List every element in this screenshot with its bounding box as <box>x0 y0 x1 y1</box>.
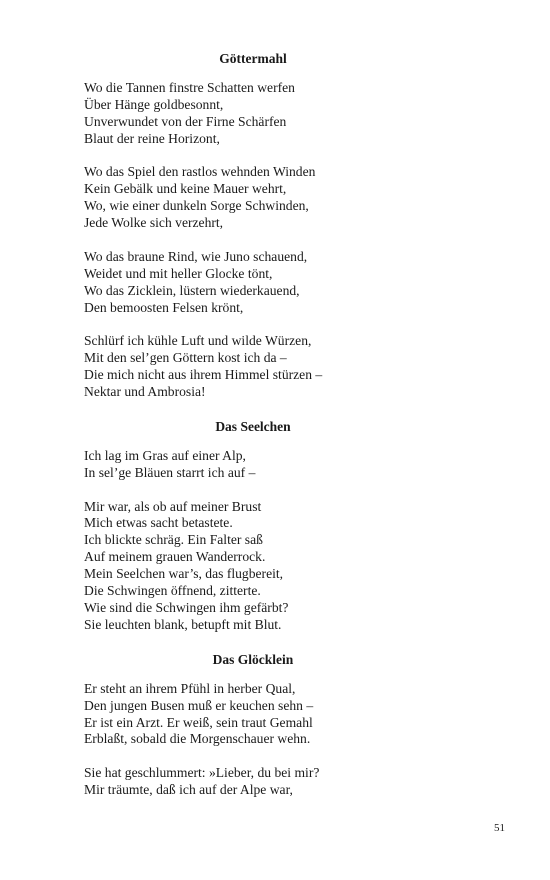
verse-line: Sie leuchten blank, betupft mit Blut. <box>84 616 282 632</box>
verse-line: Den bemoosten Felsen krönt, <box>84 299 244 315</box>
verse-line: Wo das Zicklein, lüstern wiederkauend, <box>84 282 300 298</box>
verse-line: Über Hänge goldbesonnt, <box>84 96 224 112</box>
poem <box>84 651 374 799</box>
stanza <box>84 765 374 799</box>
verse-line: Nektar und Ambrosia! <box>84 384 206 400</box>
verse-line: Sie hat geschlummert: »Lieber, du bei mir? <box>84 765 320 781</box>
verse-line: Er ist ein Arzt. Er weiß, sein traut Gemahl <box>84 714 313 730</box>
verse-line: Weidet und mit heller Glocke tönt, <box>84 265 273 281</box>
verse-line: Blaut der reine Horizont, <box>84 130 220 146</box>
verse-line: Unverwundet von der Firne Schärfen <box>84 113 287 129</box>
stanza <box>84 499 374 634</box>
verse-line: Wo das braune Rind, wie Juno schauend, <box>84 248 308 264</box>
verse-line: Mich etwas sacht betastete. <box>84 515 233 531</box>
verse-line: Jede Wolke sich verzehrt, <box>84 215 224 231</box>
stanza <box>84 448 374 482</box>
verse-line: Kein Gebälk und keine Mauer wehrt, <box>84 181 287 197</box>
verse-line: Er steht an ihrem Pfühl in herber Qual, <box>84 680 296 696</box>
verse-line: Die Schwingen öffnend, zitterte. <box>84 583 261 599</box>
verse-line: Wie sind die Schwingen ihm gefärbt? <box>84 599 289 615</box>
page-body <box>84 50 374 799</box>
verse-line: Ich blickte schräg. Ein Falter saß <box>84 532 263 548</box>
page-number: 51 <box>494 822 505 834</box>
verse-line: Auf meinem grauen Wanderrock. <box>84 549 266 565</box>
verse-line: Mein Seelchen war’s, das flugbereit, <box>84 566 284 582</box>
verse-line: Wo die Tannen finstre Schatten werfen <box>84 80 295 95</box>
stanza <box>84 80 374 148</box>
verse-line: Ich lag im Gras auf einer Alp, <box>84 447 246 463</box>
poem <box>84 418 374 634</box>
verse-line: Mir träumte, daß ich auf der Alpe war, <box>84 782 293 798</box>
verse-line: Wo, wie einer dunkeln Sorge Schwinden, <box>84 198 309 214</box>
stanza <box>84 249 374 317</box>
verse-line: Die mich nicht aus ihrem Himmel stürzen – <box>84 367 323 383</box>
verse-line: Mir war, als ob auf meiner Brust <box>84 498 262 514</box>
stanza <box>84 333 374 401</box>
verse-line: Schlürf ich kühle Luft und wilde Würzen, <box>84 333 312 349</box>
verse-line: Erblaßt, sobald die Morgenschauer wehn. <box>84 731 311 747</box>
poem-title: Das Glöcklein <box>212 651 294 667</box>
verse-line: Wo das Spiel den rastlos wehnden Winden <box>84 164 316 180</box>
poem-title: Das Seelchen <box>215 418 291 434</box>
poem <box>84 50 374 401</box>
verse-line: Den jungen Busen muß er keuchen sehn – <box>84 697 314 713</box>
stanza <box>84 681 374 749</box>
verse-line: Mit den sel’gen Göttern kost ich da – <box>84 350 287 366</box>
poem-title: Göttermahl <box>219 51 287 66</box>
stanza <box>84 164 374 232</box>
verse-line: In sel’ge Bläuen starrt ich auf – <box>84 464 256 480</box>
